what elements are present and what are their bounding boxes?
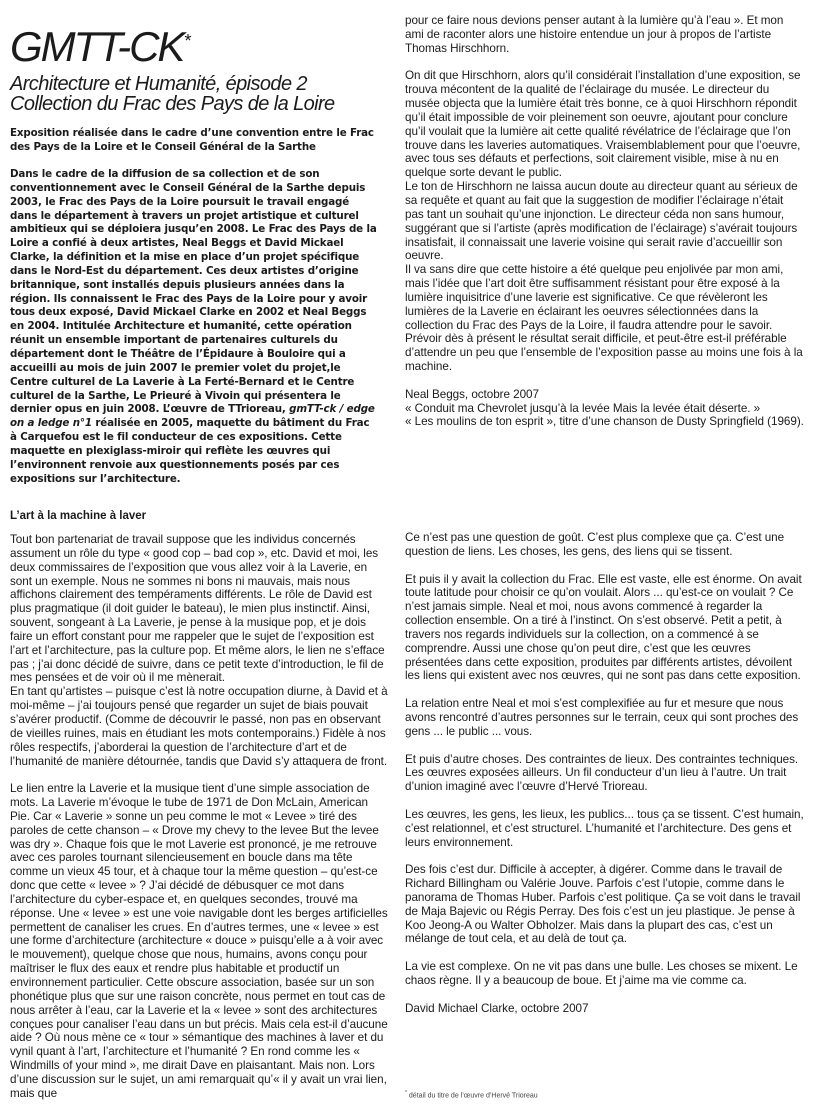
david-text-right-column <box>405 531 805 1016</box>
page-title <box>10 16 189 72</box>
neal-paragraph-3: Il va sans dire que cette histoire a été quelque peu enjolivée par mon ami, mais l’idée que l’art doit être suffisamment résistant pour être exposé à la lumière inquisitrice d’une laverie est significative. Ce que révèleront les lumières de la Laverie en éclairant les oeuvres sélectionnées dans la collection du Frac des Pays de la Loire, il faudra attendre pour le savoir. Prévoir dès à présent le résultat serait difficile, et peut-être est-il préférable d’attendre un peu que l’ensemble de l’exposition passe au moins une fois à la machine. <box>405 263 803 374</box>
right-paragraph-2: Et puis il y avait la collection du Frac. Elle est vaste, elle est énorme. On avait toute latitude pour choisir ce qu’on voulait. Alors ... qu’est-ce on voulait ? Ce n’est jamais simple. Neal et moi, nous avons commencé à regarder la collection ensemble. On a tiré à l’instinct. On s’est observé. Petit a petit, à travers nos regards individuels sur la collection, on a commencé à se comprendre. Aussi une chose qu’on peut dire, c’est que les œuvres présentées dans cette exposition, produites par différents artistes, dévoilent les liens qui existent avec nos œuvres, qui ne sont pas dans cette exposition. <box>405 572 802 683</box>
neal-note-1: « Conduit ma Chevrolet jusqu’à la levée Mais la levée était déserte. » <box>405 401 761 415</box>
left-paragraph-1: Tout bon partenariat de travail suppose que les individus concernés assument un rôle du type « good cop – bad cop », etc. David et moi, les deux commissaires de l’exposition que vous allez voir à la Laverie, en sont un exemple. Nous ne sommes ni bons ni mauvais, mais nous affichons clairement des tempéraments différents. Le rôle de David est plus pragmatique (il doit guider le bateau), le mien plus instinctif. Ainsi, souvent, songeant à La Laverie, je pense à la musique pop, et je dois faire un effort constant pour me rappeler que le sujet de l’exposition est l’art et l’architecture, pas la culture pop. Et même alors, le lien ne s’efface pas ; j’ai donc décidé de suivre, dans ce petit texte d’introduction, le fil de mes pensées et de voir où il me mènerait. <box>10 533 385 685</box>
neal-paragraph-1: On dit que Hirschhorn, alors qu’il considérait l’installation d’une exposition, se trouva mécontent de la qualité de l’éclairage du musée. Le directeur du musée objecta que la lumière était très bonne, ce à quoi Hirschhorn répondit qu’il était impossible de voir pleinement son oeuvre, ajoutant pour conclure qu’il voulait que la lumière ait cette qualité révélatrice de l’éclairage que l’on trouve dans les laveries automatiques. Vraisemblablement pour que l’oeuvre, avec tous ses défauts et perfections, soit clairement visible, mise à nu en quelque sorte devant le public. <box>405 69 801 180</box>
neal-beggs-text <box>405 14 805 429</box>
right-paragraph-4: Et puis d’autre choses. Des contraintes de lieux. Des contraintes techniques. Les œuvres exposées ailleurs. Un fil conducteur d’un lieu à l’autre. Un trait d’union imaginé avec l’œuvre d’Hervé Trioreau. <box>405 752 799 794</box>
neal-paragraph-0: pour ce faire nous devions penser autant à la lumière qu’à l’eau ». Et mon ami de raconter alors une histoire entendue un jour à propos de l’artiste Thomas Hirschhorn. <box>405 14 784 55</box>
david-signature: David Michael Clarke, octobre 2007 <box>405 1001 589 1015</box>
left-paragraph-3: Le lien entre la Laverie et la musique tient d’une simple association de mots. La Laverie m’évoque le tube de 1971 de Don McLain, American Pie. Car « Laverie » sonne un peu comme le mot « Levee » tiré des paroles de cette chanson – « Drove my chevy to the levee But the levee was dry ». Chaque fois que le mot Laverie est prononcé, je me retrouve avec ces paroles tournant silencieusement en boucle dans ma tête comme un vieux 45 tour, et à chaque tour la même question – qu’est-ce donc que cette « levee » ? J’ai décidé de débusquer ce mot dans l’architecture du cyber-espace et, en quelques secondes, trouvé ma réponse. Une « levee » est une voie navigable dont les berges artificielles permettent de canaliser les crues. En d’autres termes, une « levee » est une forme d’architecture (architecture « douce » puisqu’elle a à voir avec le mouvement), quelque chose que nous, humains, avons conçu pour maîtriser le flux des eaux et rendre plus habitable et productif un environnement particulier. Cette obscure association, basée sur un son phonétique plus que sur une raison concrète, nous permet en tout cas de nous arrêter à l’eau, car la Laverie et la « levee » sont des architectures conçues pour canaliser l’eau dans un but précis. Mais cela est-il d’aucune aide ? Où nous mène ce « tour » sémantique des machines à laver et du vynil quant à l’art, l’architecture et l’humanité ? En rond comme les « Windmills of your mind », me dirait Dave en plaisantant. Mais non. Lors d’une discussion sur le sujet, un ami remarquait qu’« il y avait un vrai lien, mais que <box>10 782 388 1100</box>
intro-paragraph <box>10 168 378 486</box>
subtitle <box>10 74 335 114</box>
right-paragraph-5: Les œuvres, les gens, les lieux, les publics... tous ça se tissent. C’est humain, c’est relationnel, et c’est structurel. L’humanité et l’architecture. Des gens et leurs environnement. <box>405 807 804 849</box>
title-text: GMTT-CK <box>10 23 184 70</box>
intro-text-part-1: Dans le cadre de la diffusion de sa collection et de son conventionnement avec le Conseil Général de la Sarthe depuis 2003, le Frac des Pays de la Loire poursuit le travail engagé dans le département à travers un projet artistique et culturel ambitieux qui se déploiera jusqu’en 2008. Le Frac des Pays de la Loire a confié à deux artistes, Neal Beggs et David Mickael Clarke, la définition et la mise en place d’un projet spécifique dans le Nord-Est du département. Ces deux artistes d’origine britannique, sont installés depuis plusieurs années dans la région. Ils connaissent le Frac des Pays de la Loire pour y avoir tous deux exposé, David Mickael Clarke en 2002 et Neal Beggs en 2004. Intitulée Architecture et humanité, cette opération réunit un ensemble important de partenaires culturels du département dont le Théâtre de l’Épidaure à Bouloire qui a accueilli au mois de juin 2007 le premier volet du projet,le Centre culturel de La Laverie à La Ferté-Bernard et le Centre culturel de la Sarthe, Le Prieuré à Vivoin qui présentera le dernier opus en juin 2008. L’œuvre de TTrioreau, <box>10 168 377 416</box>
footnote <box>405 1089 538 1100</box>
neal-signature: Neal Beggs, octobre 2007 <box>405 387 539 401</box>
subtitle-line-1: Architecture et Humanité, épisode 2 <box>10 73 307 95</box>
right-paragraph-1: Ce n’est pas une question de goût. C’est plus complexe que ça. C’est une question de liens. Les choses, les gens, des liens qui se tissent. <box>405 531 785 558</box>
footnote-mark: * <box>405 1090 407 1096</box>
convention-paragraph: Exposition réalisée dans le cadre d’une convention entre le Frac des Pays de la Loire et le Conseil Général de la Sarthe <box>10 127 374 153</box>
neal-paragraph-2: Le ton de Hirschhorn ne laissa aucun doute au directeur quant au sérieux de sa requête et quant au fait que la suggestion de modifier l’éclairage n’était pas tant un souhait qu’une injonction. Le directeur céda non sans humour, suggérant que si l’artiste (après modification de l’éclairage) s’avérait toujours insatisfait, il connaissait une laverie voisine qui serait ravie d’accueillir son oeuvre. <box>405 180 798 263</box>
subtitle-line-2: Collection du Frac des Pays de la Loire <box>10 93 335 115</box>
neal-note-2: « Les moulins de ton esprit », titre d’une chanson de Dusty Springfield (1969). <box>405 415 804 429</box>
work-title: gmTT-ck / edge on a ledge n°1 <box>10 403 375 430</box>
section-heading: L’art à la machine à laver <box>10 510 147 522</box>
footnote-text: détail du titre de l’œuvre d’Hervé Trioreau <box>408 1092 538 1100</box>
title-footnote-mark: * <box>184 31 190 51</box>
left-paragraph-2: En tant qu’artistes – puisque c’est là notre occupation diurne, à David et à moi-même – j’ai toujours pensé que regarder un sujet de biais pouvait s’avérer productif. (Comme de découvrir le passé, non pas en observant de vieilles ruines, mais en étudiant les mots contemporains.) Fidèle à nos rôles respectifs, j’aborderai la question de l’architecture d’art et de l’humanité de manière détournée, tandis que David s’y attaquera de front. <box>10 685 388 768</box>
intro-text-part-2: réalisée en 2005, maquette du bâtiment du Frac à Carquefou est le fil conducteur de ces expositions. Cette maquette en plexiglass-miroir qui reflète les œuvres qui l’environnent renvoie aux questionnements posés par ces expositions sur l’architecture. <box>10 417 370 485</box>
david-text-left-column <box>10 533 390 1101</box>
right-paragraph-7: La vie est complexe. On ne vit pas dans une bulle. Les choses se mixent. Le chaos règne. Il y a beaucoup de boue. Et j’aime ma vie comme ca. <box>405 960 798 987</box>
right-paragraph-3: La relation entre Neal et moi s’est complexifiée au fur et mesure que nous avons rencontré d’autres personnes sur le terrain, ceux qui sont proches des gens ... le public ... vous. <box>405 697 799 738</box>
right-paragraph-6: Des fois c’est dur. Difficile à accepter, à digérer. Comme dans le travail de Richard Billingham ou Valérie Jouve. Parfois c’est l’utopie, comme dans le panorama de Thomas Huber. Parfois c’est politique. Ça se voit dans le travail de Maja Bajevic ou Régis Perray. Des fois c’est un jeu plastique. Je pense à Koo Jeong-A ou Walter Obholzer. Mais dans la plupart des cas, c’est un mélange de tout cela, et au delà de tout ça. <box>405 863 801 946</box>
